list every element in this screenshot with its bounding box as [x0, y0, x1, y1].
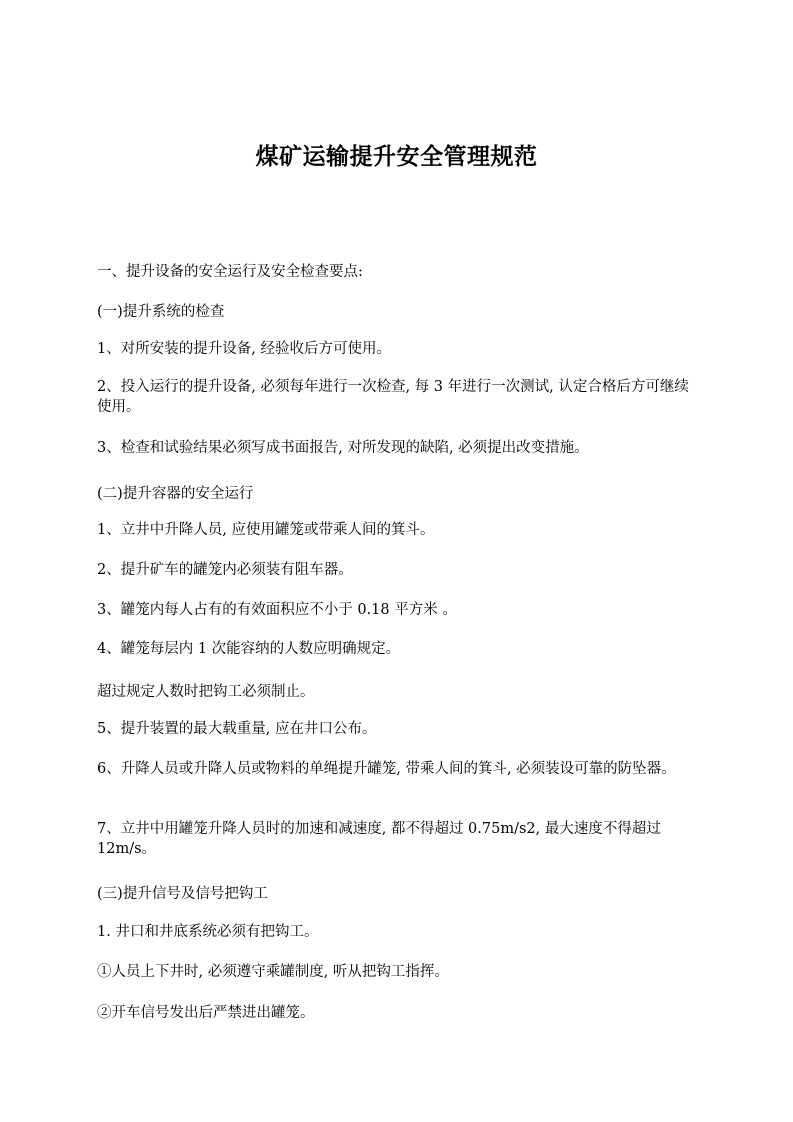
paragraph: 1、对所安装的提升设备, 经验收后方可使用。: [97, 341, 391, 357]
paragraph: 1、立井中升降人员, 应使用罐笼或带乘人间的箕斗。: [97, 522, 435, 538]
paragraph: 2、提升矿车的罐笼内必须装有阻车器。: [97, 562, 353, 578]
subsection-heading: (一)提升系统的检查: [97, 304, 225, 320]
subsection-heading: (二)提升容器的安全运行: [97, 486, 254, 502]
paragraph: 超过规定人数时把钩工必须制止。: [97, 684, 315, 700]
paragraph: ②开车信号发出后严禁进出罐笼。: [97, 1005, 315, 1021]
subsection-heading: (三)提升信号及信号把钩工: [97, 886, 268, 902]
section-heading: 一、提升设备的安全运行及安全检查要点:: [97, 264, 363, 280]
paragraph: 1. 井口和井底系统必须有把钩工。: [97, 924, 319, 940]
paragraph: 3、罐笼内每人占有的有效面积应不小于 0.18 平方米 。: [97, 602, 457, 618]
paragraph: 6、升降人员或升降人员或物料的单绳提升罐笼, 带乘人间的箕斗, 必须装设可靠的防坠器。: [97, 761, 676, 777]
paragraph: ①人员上下井时, 必须遵守乘罐制度, 听从把钩工指挥。: [97, 964, 449, 980]
paragraph: 2、投入运行的提升设备, 必须每年进行一次检查, 每 3 年进行一次测试, 认定合格后方可继续使用。: [97, 379, 689, 415]
document-title: 煤矿运输提升安全管理规范: [255, 144, 538, 170]
paragraph: 4、罐笼每层内 1 次能容纳的人数应明确规定。: [97, 641, 401, 657]
paragraph: 5、提升装置的最大载重量, 应在井口公布。: [97, 721, 377, 737]
paragraph: 7、立井中用罐笼升降人员时的加速和减速度, 都不得超过 0.75m/s2, 最大速度不得超过 12m/s。: [97, 821, 661, 857]
paragraph: 3、检查和试验结果必须写成书面报告, 对所发现的缺陷, 必须提出改变措施。: [97, 440, 589, 456]
